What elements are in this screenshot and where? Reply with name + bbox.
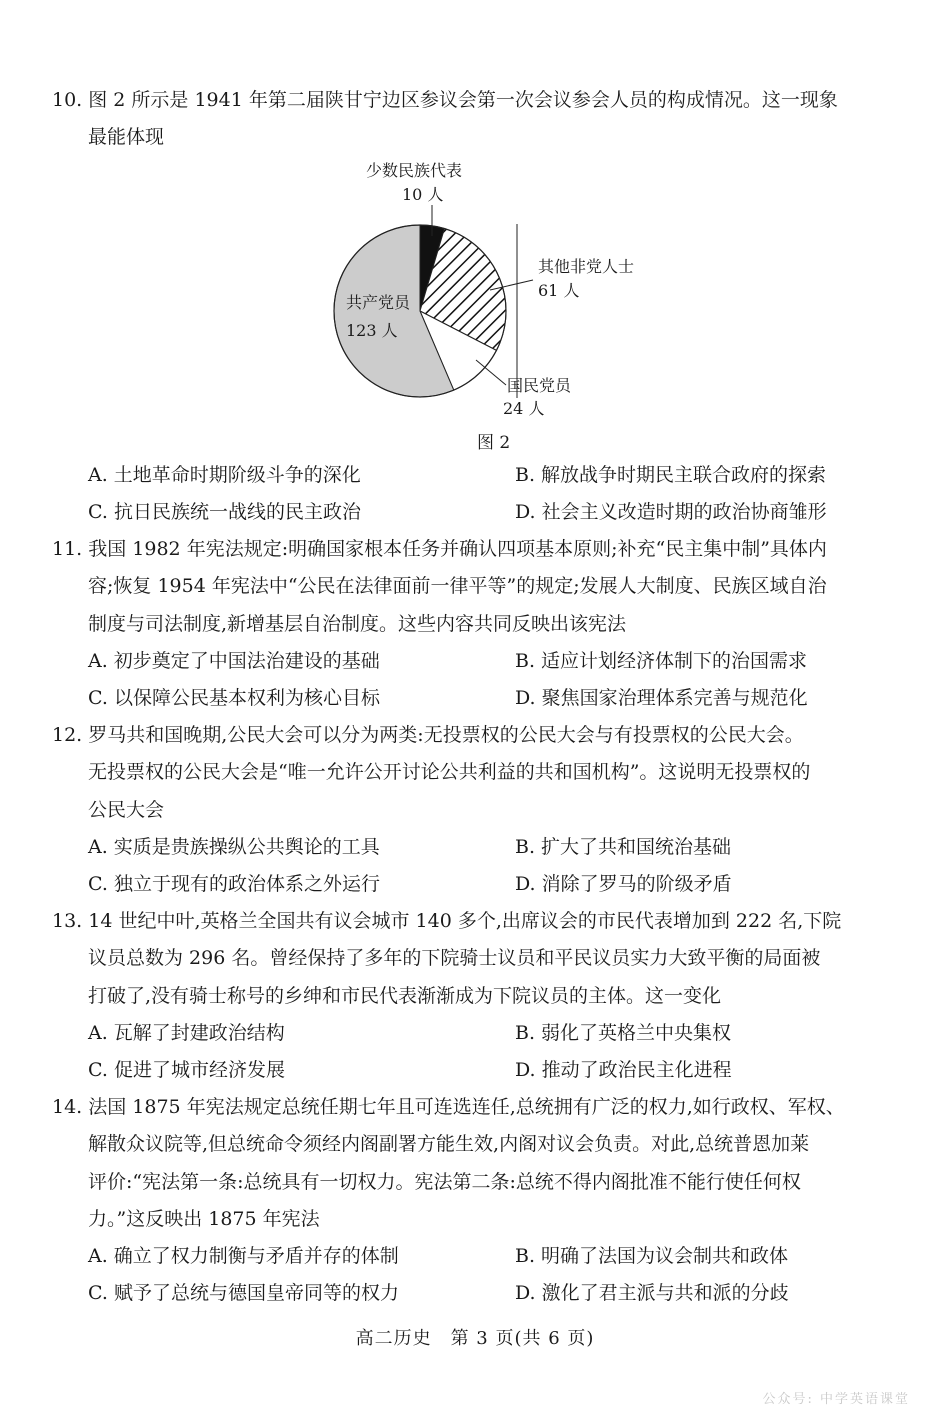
page-footer: 高二历史 第 3 页(共 6 页): [355, 1328, 595, 1349]
q11-stem-line2: 容;恢复 1954 年宪法中“公民在法律面前一律平等”的规定;发展人大制度、民族区域自治: [88, 575, 827, 597]
label-cpc-count: 123 人: [346, 321, 398, 340]
q14-stem-line1: 14. 法国 1875 年宪法规定总统任期七年且可连选连任,总统拥有广泛的权力,如行政权、军权、: [52, 1096, 845, 1118]
q10-option-b[interactable]: B. 解放战争时期民主联合政府的探索: [515, 464, 827, 486]
label-others-count: 61 人: [538, 281, 580, 300]
q14-stem-line2: 解散众议院等,但总统命令须经内阁副署方能生效,内阁对议会负责。对此,总统普恩加莱: [88, 1133, 810, 1155]
watermark: 公众号: 中学英语课堂: [762, 1392, 910, 1407]
q10-option-a[interactable]: A. 土地革命时期阶级斗争的深化: [88, 464, 361, 486]
q13-option-b[interactable]: B. 弱化了英格兰中央集权: [515, 1022, 732, 1044]
q10-option-c[interactable]: C. 抗日民族统一战线的民主政治: [88, 501, 361, 523]
q10-option-d[interactable]: D. 社会主义改造时期的政治协商雏形: [515, 501, 827, 523]
figure-caption: 图 2: [477, 433, 511, 453]
label-cpc-name: 共产党员: [346, 293, 411, 312]
q13-option-c[interactable]: C. 促进了城市经济发展: [88, 1059, 285, 1081]
q11-option-d[interactable]: D. 聚焦国家治理体系完善与规范化: [515, 687, 808, 709]
q12-stem-line1: 12. 罗马共和国晚期,公民大会可以分为两类:无投票权的公民大会与有投票权的公民大会。: [52, 724, 804, 746]
q13-option-a[interactable]: A. 瓦解了封建政治结构: [88, 1022, 285, 1044]
q14-option-a[interactable]: A. 确立了权力制衡与矛盾并存的体制: [88, 1245, 399, 1267]
q12-option-d[interactable]: D. 消除了罗马的阶级矛盾: [515, 873, 732, 895]
q10-stem-line1: 10. 图 2 所示是 1941 年第二届陕甘宁边区参议会第一次会议参会人员的构成情况。这一现象: [52, 89, 838, 111]
q11-stem-line1: 11. 我国 1982 年宪法规定:明确国家根本任务并确认四项基本原则;补充“民主集中制”具体内: [52, 538, 827, 560]
label-minority-count: 10 人: [402, 185, 444, 204]
q13-stem-line1: 13. 14 世纪中叶,英格兰全国共有议会城市 140 多个,出席议会的市民代表增加到 222 名,下院: [52, 910, 842, 932]
q14-option-b[interactable]: B. 明确了法国为议会制共和政体: [515, 1245, 789, 1267]
q12-option-b[interactable]: B. 扩大了共和国统治基础: [515, 836, 732, 858]
label-minority-name: 少数民族代表: [366, 161, 463, 180]
q12-stem-line2: 无投票权的公民大会是“唯一允许公开讨论公共利益的共和国机构”。这说明无投票权的: [88, 761, 811, 783]
q12-stem-line3: 公民大会: [88, 799, 165, 821]
label-kmt-name: 国民党员: [507, 376, 572, 395]
q11-stem-line3: 制度与司法制度,新增基层自治制度。这些内容共同反映出该宪法: [88, 613, 627, 635]
q14-stem-line3: 评价:“宪法第一条:总统具有一切权力。宪法第二条:总统不得内阁批准不能行使任何权: [88, 1171, 801, 1193]
q14-option-d[interactable]: D. 激化了君主派与共和派的分歧: [515, 1282, 789, 1304]
label-others-name: 其他非党人士: [538, 257, 635, 276]
q11-option-c[interactable]: C. 以保障公民基本权利为核心目标: [88, 687, 380, 709]
q14-stem-line4: 力。”这反映出 1875 年宪法: [88, 1208, 320, 1230]
q13-option-d[interactable]: D. 推动了政治民主化进程: [515, 1059, 732, 1081]
label-kmt-count: 24 人: [503, 399, 545, 418]
q13-stem-line3: 打破了,没有骑士称号的乡绅和市民代表渐渐成为下院议员的主体。这一变化: [88, 985, 722, 1007]
q14-option-c[interactable]: C. 赋予了总统与德国皇帝同等的权力: [88, 1282, 399, 1304]
q11-option-a[interactable]: A. 初步奠定了中国法治建设的基础: [88, 650, 380, 672]
q11-option-b[interactable]: B. 适应计划经济体制下的治国需求: [515, 650, 808, 672]
q10-stem-line2: 最能体现: [88, 126, 165, 148]
q12-option-a[interactable]: A. 实质是贵族操纵公共舆论的工具: [88, 836, 380, 858]
q13-stem-line2: 议员总数为 296 名。曾经保持了多年的下院骑士议员和平民议员实力大致平衡的局面被: [88, 947, 821, 969]
q12-option-c[interactable]: C. 独立于现有的政治体系之外运行: [88, 873, 380, 895]
